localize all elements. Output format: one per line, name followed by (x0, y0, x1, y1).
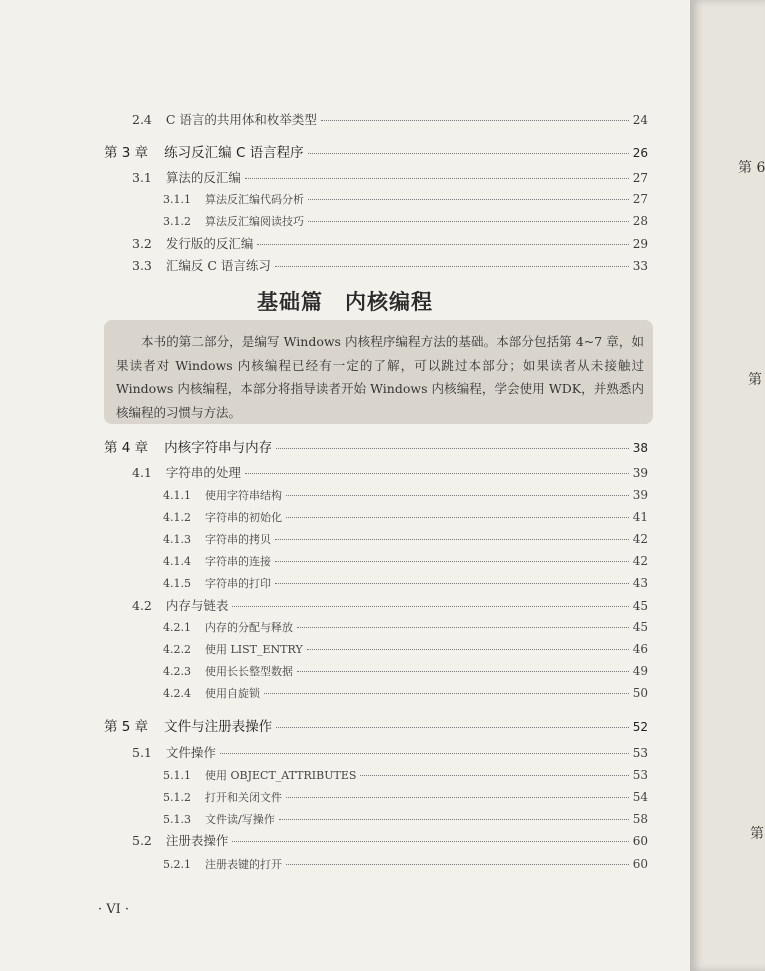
dot-leader (297, 627, 629, 628)
toc-entry-page: 54 (632, 790, 648, 804)
toc-subentry[interactable] (163, 191, 648, 207)
toc-entry-number: 4.1 (132, 465, 152, 480)
dot-leader (360, 775, 628, 776)
dot-leader (220, 753, 629, 754)
dot-leader (308, 153, 629, 154)
toc-entry-page: 39 (632, 488, 648, 502)
toc-entry[interactable] (132, 256, 648, 274)
toc-entry[interactable] (132, 110, 648, 128)
dot-leader (308, 221, 629, 222)
toc-entry-page: 27 (632, 171, 648, 185)
toc-entry-page: 39 (632, 466, 648, 480)
toc-chapter-number: 第 3 章 (104, 145, 149, 161)
toc-entry-number: 4.1.1 (163, 489, 191, 502)
adjacent-page-label: 第 (750, 826, 764, 842)
toc-entry-title: 打开和关闭文件 (205, 791, 282, 804)
toc-entry[interactable] (132, 596, 648, 614)
toc-entry-title: 字符串的打印 (205, 577, 271, 590)
toc-entry-title: 字符串的连接 (205, 555, 271, 568)
toc-subentry[interactable] (163, 856, 648, 872)
toc-entry-title: 注册表操作 (165, 833, 229, 848)
dot-leader (286, 495, 629, 496)
adjacent-page-label: 第 (748, 372, 762, 388)
toc-entry-title: 使用长长整型数据 (205, 665, 293, 678)
dot-leader (279, 819, 629, 820)
toc-entry-title: 算法反汇编阅读技巧 (205, 215, 304, 228)
toc-entry-title: 算法反汇编代码分析 (205, 193, 304, 206)
toc-entry[interactable] (132, 168, 648, 186)
dot-leader (307, 649, 629, 650)
part-title (0, 286, 690, 316)
toc-entry-number: 5.1.1 (163, 769, 191, 782)
dot-leader (321, 120, 629, 121)
toc-entry-page: 58 (632, 812, 648, 826)
toc-entry[interactable] (132, 463, 648, 481)
toc-chapter-number: 第 4 章 (104, 440, 149, 456)
toc-entry-title: 汇编反 C 语言练习 (165, 258, 271, 273)
toc-entry-page: 45 (632, 620, 648, 634)
toc-entry-number: 3.3 (132, 258, 152, 273)
toc-chapter-title: 练习反汇编 C 语言程序 (164, 145, 304, 161)
toc-entry-number: 5.1.3 (163, 813, 191, 826)
toc-entry-page: 46 (632, 642, 648, 656)
toc-chapter-number: 第 5 章 (104, 719, 149, 735)
toc-entry-title: 发行版的反汇编 (165, 236, 254, 251)
toc-entry-page: 27 (632, 192, 648, 206)
toc-entry-number: 4.2.1 (163, 621, 191, 634)
dot-leader (264, 693, 629, 694)
toc-subentry[interactable] (163, 789, 648, 805)
dot-leader (286, 517, 629, 518)
toc-entry-number: 4.1.5 (163, 577, 191, 590)
toc-entry-number: 4.1.4 (163, 555, 191, 568)
dot-leader (275, 583, 629, 584)
part-intro-text: 本书的第二部分，是编写 Windows 内核程序编程方法的基础。本部分包括第 4~7 章，如果读者对 Windows 内核编程已经有一定的了解，可以跳过本部分；如果读者从未接触过 Windows 内核编程，本部分将指导读者开始 Windows 内核编程，学会使用 WDK，并熟悉内核编程的习惯与方法。 (116, 334, 644, 420)
toc-subentry[interactable] (163, 619, 648, 635)
toc-entry-number: 2.4 (132, 112, 152, 127)
dot-leader (276, 727, 629, 728)
dot-leader (232, 841, 628, 842)
part-title-main: 基础篇 (257, 290, 323, 314)
toc-entry-number: 3.2 (132, 236, 152, 251)
toc-entry-page: 53 (632, 768, 648, 782)
toc-entry-title: 内存的分配与释放 (205, 621, 293, 634)
toc-entry-title: 注册表键的打开 (205, 858, 282, 871)
part-title-sub: 内核编程 (345, 289, 433, 314)
toc-entry-page: 60 (632, 834, 648, 848)
toc-chapter-entry[interactable] (104, 436, 648, 456)
toc-entry-number: 4.1.2 (163, 511, 191, 524)
toc-subentry[interactable] (163, 213, 648, 229)
toc-entry-page: 43 (632, 576, 648, 590)
toc-entry-page: 41 (632, 510, 648, 524)
dot-leader (276, 448, 629, 449)
dot-leader (275, 266, 629, 267)
toc-entry-title: 使用自旋锁 (205, 687, 260, 700)
toc-entry-title: 文件读/写操作 (205, 813, 275, 826)
toc-subentry[interactable] (163, 575, 648, 591)
toc-entry-number: 4.2 (132, 598, 152, 613)
toc-entry-title: 使用 OBJECT_ATTRIBUTES (205, 769, 357, 782)
toc-subentry[interactable] (163, 509, 648, 525)
toc-entry-title: 使用字符串结构 (205, 489, 282, 502)
dot-leader (286, 864, 629, 865)
toc-entry-number: 3.1 (132, 170, 152, 185)
toc-chapter-title: 文件与注册表操作 (164, 719, 273, 735)
toc-entry-number: 5.1.2 (163, 791, 191, 804)
page-number: · VI · (98, 902, 130, 917)
toc-entry-title: 使用 LIST_ENTRY (205, 643, 303, 656)
dot-leader (297, 671, 629, 672)
toc-entry-number: 5.2.1 (163, 858, 191, 871)
toc-entry-page: 26 (632, 146, 648, 160)
toc-entry-page: 42 (632, 554, 648, 568)
toc-entry[interactable] (132, 234, 648, 252)
adjacent-page-edge (690, 0, 765, 971)
toc-entry-page: 49 (632, 664, 648, 678)
toc-entry-title: 文件操作 (165, 745, 216, 760)
toc-entry-title: 字符串的处理 (165, 465, 241, 480)
toc-entry-page: 42 (632, 532, 648, 546)
toc-entry-page: 38 (632, 441, 648, 455)
toc-entry-page: 60 (632, 857, 648, 871)
toc-chapter-entry[interactable] (104, 141, 648, 161)
dot-leader (257, 244, 628, 245)
dot-leader (245, 178, 629, 179)
dot-leader (275, 539, 629, 540)
dot-leader (232, 606, 628, 607)
toc-entry-title: 内存与链表 (165, 598, 229, 613)
toc-entry-number: 4.2.2 (163, 643, 191, 656)
toc-entry-number: 5.2 (132, 833, 152, 848)
toc-chapter-title: 内核字符串与内存 (164, 440, 273, 456)
toc-entry-page: 50 (632, 686, 648, 700)
toc-subentry[interactable] (163, 553, 648, 569)
toc-subentry[interactable] (163, 487, 648, 503)
toc-entry-page: 52 (632, 720, 648, 734)
adjacent-page-label: 第 6 (738, 160, 765, 176)
toc-entry-page: 28 (632, 214, 648, 228)
dot-leader (245, 473, 629, 474)
dot-leader (308, 199, 629, 200)
toc-subentry[interactable] (163, 685, 648, 701)
toc-entry-number: 4.1.3 (163, 533, 191, 546)
toc-subentry[interactable] (163, 531, 648, 547)
dot-leader (286, 797, 629, 798)
toc-subentry[interactable] (163, 767, 648, 783)
toc-entry-number: 4.2.4 (163, 687, 191, 700)
toc-entry-title: 算法的反汇编 (165, 170, 241, 185)
toc-entry-title: 字符串的拷贝 (205, 533, 271, 546)
toc-subentry[interactable] (163, 641, 648, 657)
toc-entry-title: 字符串的初始化 (205, 511, 282, 524)
toc-entry[interactable] (132, 743, 648, 761)
toc-entry-number: 3.1.2 (163, 215, 191, 228)
toc-entry-number: 5.1 (132, 745, 152, 760)
toc-entry-page: 33 (632, 259, 648, 273)
toc-entry-page: 53 (632, 746, 648, 760)
dot-leader (275, 561, 629, 562)
toc-entry-page: 45 (632, 599, 648, 613)
toc-entry-number: 3.1.1 (163, 193, 191, 206)
toc-subentry[interactable] (163, 663, 648, 679)
toc-entry-page: 29 (632, 237, 648, 251)
toc-entry-page: 24 (632, 113, 648, 127)
toc-entry-title: C 语言的共用体和枚举类型 (165, 112, 317, 127)
toc-entry[interactable] (132, 831, 648, 849)
toc-entry-number: 4.2.3 (163, 665, 191, 678)
toc-chapter-entry[interactable] (104, 715, 648, 735)
toc-subentry[interactable] (163, 811, 648, 827)
